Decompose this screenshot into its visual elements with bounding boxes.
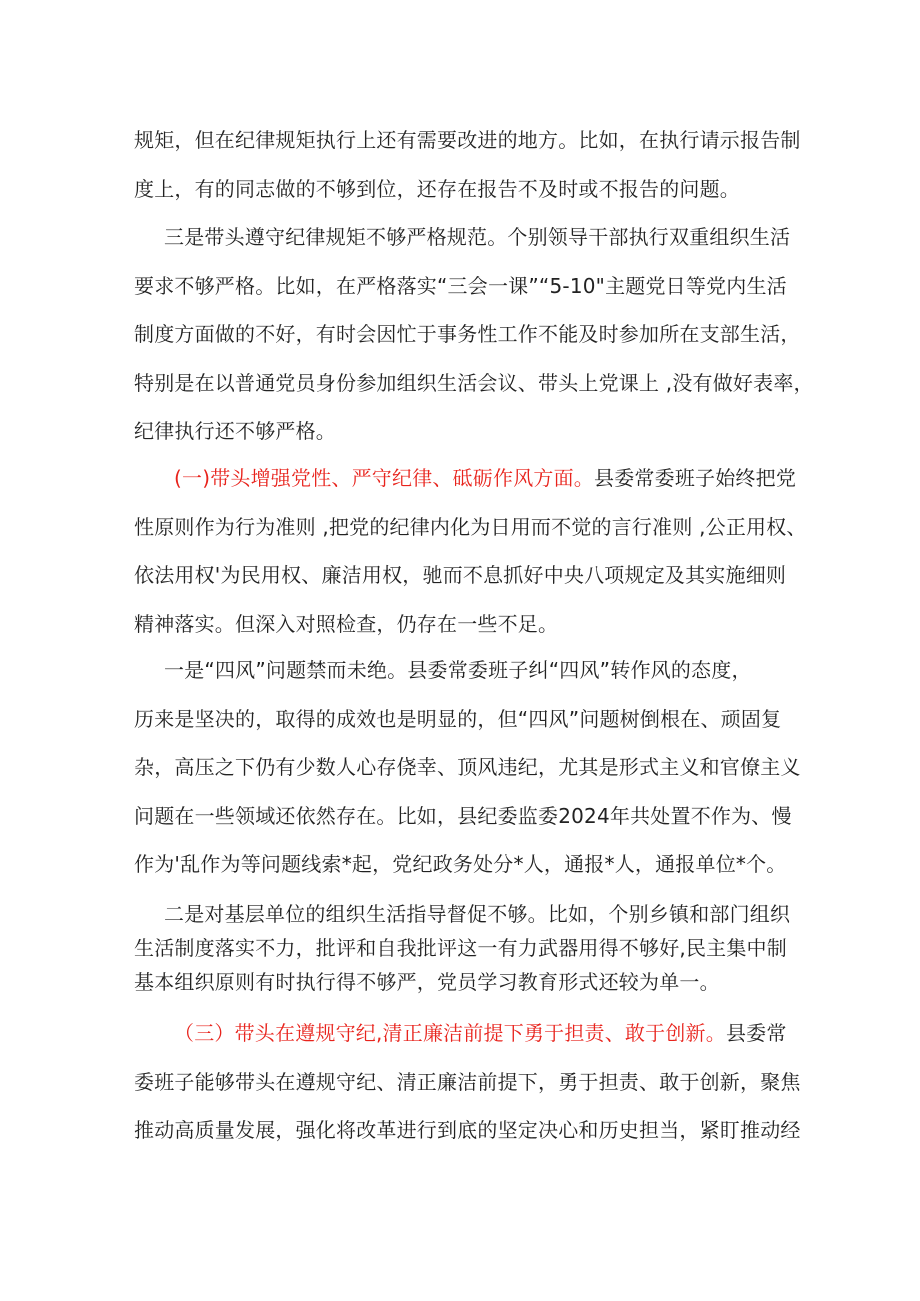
text-line xyxy=(134,1009,794,1058)
section-heading-red: （三）带头在遵规守纪,清正廉洁前提下勇于担责、敢于创新。 xyxy=(174,1021,726,1045)
text-line: 推动高质量发展，强化将改革进行到底的坚定决心和历史担当，紧盯推动经 xyxy=(134,1118,801,1142)
text-line: 纪律执行还不够严格。 xyxy=(134,419,336,443)
text-line: 生活制度落实不力，批评和自我批评这一有力武器用得不够好,民主集中制 xyxy=(134,936,787,960)
section-heading-red: (一)带头增强党性、严守纪律、砥砺作风方面。 xyxy=(174,466,595,490)
text-line: 杂，高压之下仍有少数人心存侥幸、顶风违纪，尤其是形式主义和官僚主义 xyxy=(134,755,801,779)
text-line: 精神落实。但深入对照检查，仍存在一些不足。 xyxy=(134,611,559,636)
section-heading-rest: 县委常委班子始终把党 xyxy=(594,466,797,490)
paragraph-section-one xyxy=(134,454,807,648)
text-line: 特别是在以普通党员身份参加组织生活会议、带头上党课上 ,没有做好表率， xyxy=(134,370,814,395)
section-heading-rest: 县委常 xyxy=(725,1021,787,1045)
paragraph-grassroots-guidance xyxy=(134,897,794,999)
text-line: 委班子能够带头在遵规守纪、清正廉洁前提下，勇于担责、敢于创新，聚焦 xyxy=(134,1069,801,1094)
text-line: 性原则作为行为准则 ,把党的纪律内化为日用而不觉的言行准则 ,公正用权、 xyxy=(134,514,807,539)
text-line: 规矩，但在纪律规矩执行上还有需要改进的地方。比如，在执行请示报告制 xyxy=(134,128,801,152)
text-line: 度上，有的同志做的不够到位，还存在报告不及时或不报告的问题。 xyxy=(134,176,740,201)
text-line: 历来是坚决的，取得的成效也是明显的，但“四风”问题树倒根在、顽固复 xyxy=(134,706,782,731)
text-line: 二是对基层单位的组织生活指导督促不够。比如，个别乡镇和部门组织 xyxy=(164,902,791,926)
text-line xyxy=(134,454,797,503)
paragraph-section-three xyxy=(134,1009,801,1155)
text-line: 基本组织原则有时执行得不够严，党员学习教育形式还较为单一。 xyxy=(134,970,720,994)
paragraph-point-three xyxy=(134,213,814,456)
text-line: 一是“四风”问题禁而未绝。县委常委班子纠“四风”转作风的态度， xyxy=(164,658,752,682)
paragraph-discipline-rules xyxy=(134,116,801,213)
text-line: 依法用权'为民用权、廉洁用权，驰而不息抓好中央八项规定及其实施细则 xyxy=(134,563,787,587)
text-line: 问题在一些领域还依然存在。比如，县纪委监委2024年共处置不作为、慢 xyxy=(134,803,792,828)
text-line: 三是带头遵守纪律规矩不够严格规范。个别领导干部执行双重组织生活 xyxy=(164,225,791,249)
text-line: 制度方面做的不好，有时会因忙于事务性工作不能及时参加所在支部生活， xyxy=(134,322,801,346)
paragraph-four-winds xyxy=(134,646,801,889)
text-line: 作为'乱作为等问题线索*起，党纪政务处分*人，通报*人，通报单位*个。 xyxy=(134,852,787,876)
text-line: 要求不够严格。比如，在严格落实“三会一课”“5-10"主题党日等党内生活 xyxy=(134,273,787,298)
